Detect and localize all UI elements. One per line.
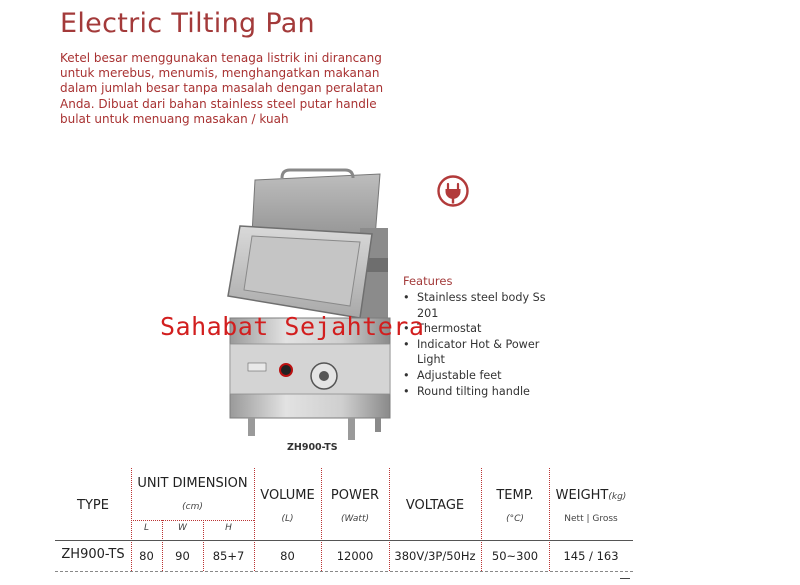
- header-weight-sub: Nett | Gross: [564, 514, 618, 524]
- feature-item: • Indicator Hot & Power Light: [403, 337, 567, 368]
- tilting-pan-image: [210, 168, 410, 443]
- row-dim-h: 85+7: [212, 549, 245, 563]
- feature-item: • Adjustable feet: [403, 368, 567, 384]
- header-volume: VOLUME: [260, 488, 315, 503]
- header-dimension-unit: (cm): [182, 502, 203, 512]
- header-temp-unit: (°C): [506, 514, 524, 524]
- page-title: Electric Tilting Pan: [60, 8, 315, 39]
- header-weight-label: WEIGHT: [555, 488, 609, 503]
- header-dim-w: W: [178, 523, 187, 533]
- feature-item: • Stainless steel body Ss 201: [403, 290, 567, 321]
- header-type: TYPE: [77, 498, 109, 513]
- product-description: Ketel besar menggunakan tenaga listrik ini dirancang untuk merebus, menumis, menghangatkan makanan dalam jumlah besar tanpa masalah dengan peralatan Anda. Dibuat dari bahan stainless steel putar handle bulat untuk menuang masakan / kuah: [60, 51, 384, 126]
- row-volume: 80: [280, 549, 295, 563]
- header-volume-unit: (L): [281, 514, 294, 524]
- header-power: POWER: [330, 488, 380, 503]
- header-weight: [549, 488, 633, 503]
- header-dim-h: H: [225, 523, 232, 533]
- features-heading: Features: [403, 274, 453, 288]
- row-type: ZH900-TS: [61, 547, 125, 562]
- features-list: [403, 274, 567, 399]
- model-caption: ZH900-TS: [287, 442, 338, 453]
- row-weight: 145 / 163: [563, 549, 619, 563]
- header-dim-l: L: [143, 523, 149, 533]
- row-voltage: 380V/3P/50Hz: [394, 549, 476, 563]
- watermark-text: Sahabat Sejahtera: [160, 312, 425, 341]
- header-weight-unit: (kg): [608, 492, 627, 502]
- header-voltage: VOLTAGE: [405, 498, 465, 513]
- row-temp: 50~300: [491, 549, 539, 563]
- feature-item: • Round tilting handle: [403, 384, 567, 400]
- header-power-unit: (Watt): [340, 514, 369, 524]
- header-unit-dimension: UNIT DIMENSION: [137, 476, 248, 491]
- feature-item: • Thermostat: [403, 321, 567, 337]
- row-power: 12000: [336, 549, 374, 563]
- electric-plug-icon: [436, 174, 470, 208]
- header-temp: TEMP.: [496, 488, 534, 503]
- row-dim-w: 90: [175, 549, 190, 563]
- row-dim-l: 80: [139, 549, 154, 563]
